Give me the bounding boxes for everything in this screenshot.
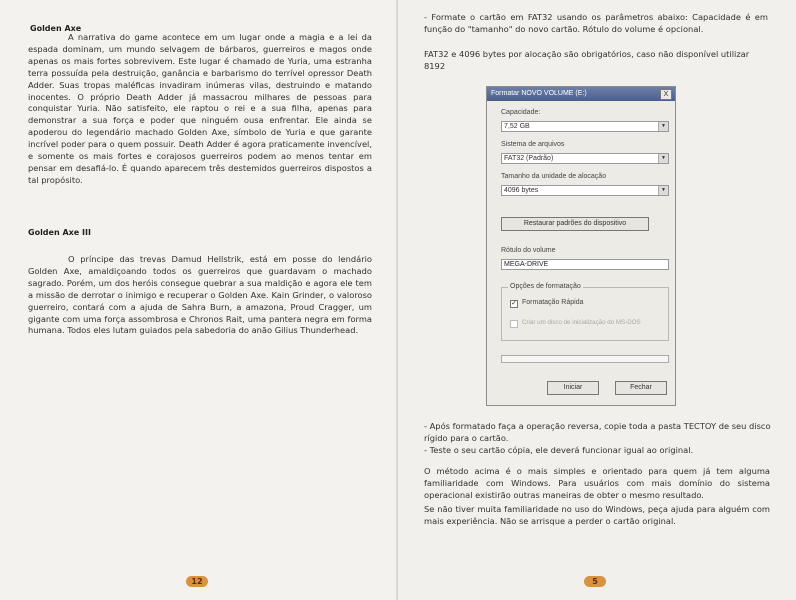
golden-axe-3-text: O príncipe das trevas Damud Hellstrik, está em posse do lendário Golden Axe, amaldiçoando todos os guerreiros que guardavam o machado sagrado. Porém, um dos heróis consegue quebrar a sua maldição e agora ele tem a missão de derrotar o inimigo e recuperar o Golden Axe. Kain Grinder, o valoroso guerreiro, contará com a ajuda de Sahra Burn, a amazona, Proud Cragger, um gigante com uma força assombrosa e Chronos Rait, uma pantera negra em forma humana. Todos eles lutam guiados pela sabedoria do anão Gilius Thunderhead. bbox=[28, 254, 372, 336]
chevron-down-icon: ▼ bbox=[658, 154, 668, 163]
chevron-down-icon: ▼ bbox=[658, 122, 668, 131]
close-button[interactable]: Fechar bbox=[615, 381, 667, 395]
chevron-down-icon: ▼ bbox=[658, 186, 668, 195]
page-number-left: 12 bbox=[186, 576, 208, 587]
capacity-value: 7,52 GB bbox=[504, 123, 530, 130]
dialog-titlebar bbox=[487, 87, 675, 101]
format-progress-bar bbox=[501, 355, 669, 363]
allocation-select[interactable] bbox=[501, 185, 669, 196]
right-page bbox=[398, 0, 796, 600]
quick-format-checkbox[interactable]: ✓ bbox=[511, 300, 517, 307]
golden-axe-text: A narrativa do game acontece em um lugar onde a magia e a lei da espada dominam, um mundo selvagem de bárbaros, guerreiros e magos onde apenas os mais fortes sobrevivem. Este lugar é chamado de Yuria, uma estranha terra possuída pela destruição, ganância e barbarismo do terrível opressor Death Adder. Suas tropas maléficas invadiram inúmeras vilas, destruindo e matando inocentes. O próprio Death Adder já massacrou milhares de pessoas para conquistar Yuria. Não satisfeito, ele raptou o rei e a sua filha, apenas para demonstrar a sua força e poder que ninguém ousa enfrentar. Ele ainda se apoderou do legendário machado Golden Axe, símbolo de Yuria e que garante incrível poder para o quem possuir. Death Adder é agora praticamente invencível, e somente os mais fortes e corajosos guerreiros podem ao menos tentar em pensar em desafiá-lo. É quando aparecem três destemidos guerreiros dispostos a tal propósito. bbox=[28, 32, 372, 185]
capacity-select[interactable] bbox=[501, 121, 669, 132]
msdos-disk-label: Criar um disco de inicialização do MS-DOS bbox=[522, 319, 641, 326]
volume-label-input[interactable]: MEGA-DRIVE bbox=[501, 259, 669, 270]
start-button[interactable]: Iniciar bbox=[547, 381, 599, 395]
closing-paragraph-2: Se não tiver muita familiaridade no uso do Windows, peça ajuda para alguém com mais experiência. Não se arrisque a perder o cartão original. bbox=[424, 504, 770, 526]
filesystem-value: FAT32 (Padrão) bbox=[504, 155, 554, 162]
format-instructions: - Formate o cartão em FAT32 usando os parâmetros abaixo: Capacidade é em função do "tamanho" do novo cartão. Rótulo do volume é opcional. bbox=[424, 12, 768, 34]
format-dialog bbox=[486, 86, 676, 406]
fat32-note: FAT32 e 4096 bytes por alocação são obrigatórios, caso não disponível utilizar 8192 bbox=[424, 49, 750, 71]
closing-paragraph-1: O método acima é o mais simples e orientado para quem já tem alguma familiaridade com Windows. Para usuários com mais domínio do sistema operacional existirão outras maneiras de obter o mesmo resultado. bbox=[424, 466, 770, 500]
restore-defaults-button[interactable]: Restaurar padrões do dispositivo bbox=[501, 217, 649, 231]
dialog-title: Formatar NOVO VOLUME (E:) bbox=[491, 90, 587, 97]
filesystem-select[interactable] bbox=[501, 153, 669, 164]
step-test-card: - Teste o seu cartão cópia, ele deverá funcionar igual ao original. bbox=[424, 445, 694, 455]
format-options-group bbox=[501, 283, 669, 341]
allocation-label: Tamanho da unidade de alocação bbox=[501, 173, 607, 180]
msdos-disk-checkbox[interactable] bbox=[510, 320, 518, 328]
quick-format-label: Formatação Rápida bbox=[522, 299, 584, 306]
golden-axe-3-paragraph bbox=[28, 254, 372, 337]
dialog-close-button[interactable]: X bbox=[660, 89, 672, 100]
capacity-label: Capacidade: bbox=[501, 109, 541, 116]
filesystem-label: Sistema de arquivos bbox=[501, 141, 565, 148]
format-options-title: Opções de formatação bbox=[510, 283, 581, 290]
allocation-value: 4096 bytes bbox=[504, 187, 539, 194]
page-number-right: 5 bbox=[584, 576, 606, 587]
volume-label-caption: Rótulo do volume bbox=[501, 247, 556, 254]
golden-axe-heading: Golden Axe bbox=[30, 24, 82, 33]
step-copy-folder: - Após formatado faça a operação reversa, copie toda a pasta TECTOY de seu disco rígido para o cartão. bbox=[424, 421, 771, 443]
golden-axe-3-heading: Golden Axe III bbox=[28, 228, 91, 237]
golden-axe-paragraph bbox=[28, 32, 372, 187]
